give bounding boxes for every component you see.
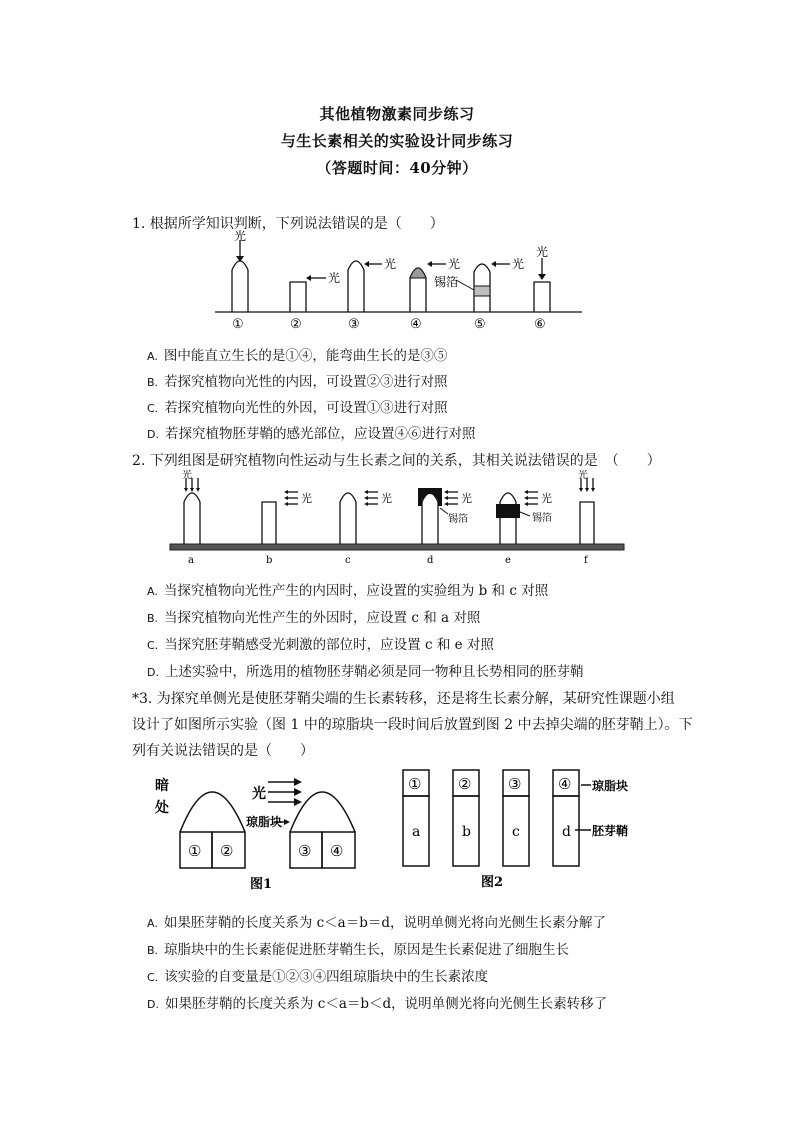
q1-option-c: C. 若探究植物向光性的外因，可设置①③进行对照 — [147, 400, 448, 416]
plant-label-e: e — [505, 555, 511, 566]
block-label-3: ③ — [298, 842, 312, 860]
q2-option-d: D. 上述实验中，所选用的植物胚芽鞘必须是同一物种且长势相同的胚芽鞘 — [147, 664, 584, 680]
plant-label-6: ⑥ — [534, 317, 546, 332]
plant-label-2: ② — [290, 317, 302, 332]
coleoptile-1 — [232, 261, 248, 312]
page-subtitle: 与生长素相关的实验设计同步练习 — [280, 132, 514, 150]
foil-label-e: 锡箔 — [532, 513, 552, 524]
fig2-block-4: ④ — [558, 775, 572, 793]
foil-label: 锡箔 — [434, 275, 459, 289]
question-3-line-2: 设计了如图所示实验（图 1 中的琼脂块一段时间后放置到图 2 中去掉尖端的胚芽鞘上）。下 — [132, 717, 693, 733]
coleoptile-6-decapitated — [534, 282, 550, 312]
foil-cap-4 — [410, 268, 426, 278]
plant-label-b: b — [266, 555, 273, 566]
q3-option-d: D. 如果胚芽鞘的长度关系为 c＜a＝b＜d，说明单侧光将向光侧生长素转移了 — [147, 996, 608, 1012]
foil-cap-d — [418, 488, 442, 506]
q3-option-b: B. 琼脂块中的生长素能促进胚芽鞘生长，原因是生长素促进了细胞生长 — [147, 942, 570, 958]
foil-band-e — [496, 504, 520, 518]
coleoptile-2-decapitated — [290, 282, 306, 312]
coleoptile-f-decapitated — [580, 502, 594, 544]
fig2-block-3: ③ — [508, 775, 522, 793]
coleoptile-a — [184, 493, 200, 544]
plant-label-f: f — [584, 555, 588, 566]
question-3-line-1: *3. 为探究单侧光是使胚芽鞘尖端的生长素转移，还是将生长素分解，某研究性课题小组 — [132, 691, 675, 707]
question-1-stem: 1. 根据所学知识判断，下列说法错误的是（ ） — [132, 216, 444, 232]
fig2-agar-label: 琼脂块 — [592, 779, 629, 793]
q1-option-a: A. 图中能直立生长的是①④，能弯曲生长的是③⑤ — [147, 348, 448, 364]
q1-option-b: B. 若探究植物向光性的内因，可设置②③进行对照 — [147, 374, 448, 390]
dark-label-2: 处 — [155, 800, 169, 816]
figure-2-caption: 图2 — [481, 875, 504, 890]
q2-option-c: C. 当探究胚芽鞘感受光刺激的部位时，应设置 c 和 e 对照 — [147, 637, 494, 653]
light-label-3: 光 — [384, 257, 397, 271]
light-label-b: 光 — [301, 492, 312, 505]
block-label-2: ② — [220, 842, 234, 860]
light-label-4: 光 — [448, 257, 461, 271]
question-3-line-3: 列有关说法错误的是（ ） — [132, 743, 314, 759]
block-label-1: ① — [188, 842, 202, 860]
coleoptile-tip-dark — [180, 792, 245, 832]
q3-option-c: C. 该实验的自变量是①②③④四组琼脂块中的生长素浓度 — [147, 969, 489, 985]
plant-label-3: ③ — [348, 317, 360, 332]
light-label-2: 光 — [328, 271, 341, 285]
ground-bar — [170, 544, 624, 550]
question-2-stem: 2. 下列组图是研究植物向性运动与生长素之间的关系，其相关说法错误的是 （ ） — [132, 453, 661, 469]
question-3-figure-1 — [150, 770, 380, 894]
q2-option-b: B. 当探究植物向光性产生的外因时，应设置 c 和 a 对照 — [147, 610, 481, 626]
fig2-block-2: ② — [458, 775, 472, 793]
block-label-4: ④ — [330, 842, 344, 860]
plant-label-d: d — [427, 555, 434, 566]
fig2-coleoptile-label: 胚芽鞘 — [592, 824, 629, 838]
question-1-figure — [210, 230, 590, 334]
plant-label-5: ⑤ — [474, 317, 486, 332]
fig2-block-1: ① — [408, 775, 422, 793]
coleoptile-tip-light — [290, 792, 355, 832]
foil-label-d: 锡箔 — [448, 514, 468, 525]
coleoptile-b-decapitated — [262, 502, 276, 544]
light-label: 光 — [252, 786, 266, 802]
plant-label-1: ① — [232, 317, 244, 332]
agar-label: 琼脂块 — [246, 815, 283, 829]
figure-1-caption: 图1 — [250, 877, 273, 892]
coleoptile-label-d: d — [562, 824, 571, 840]
coleoptile-label-b: b — [462, 824, 471, 840]
q2-option-a: A. 当探究植物向光性产生的内因时，应设置的实验组为 b 和 c 对照 — [147, 583, 549, 599]
plant-label-a: a — [188, 555, 194, 566]
light-label-1: 光 — [234, 230, 247, 243]
plant-label-c: c — [345, 555, 351, 566]
plant-label-4: ④ — [410, 317, 422, 332]
light-label-a: 光 — [182, 470, 192, 481]
light-label-e: 光 — [541, 492, 552, 505]
light-label-f: 光 — [578, 470, 588, 481]
light-label-c: 光 — [381, 492, 392, 505]
light-label-6: 光 — [536, 245, 549, 259]
question-3-figure-2 — [395, 768, 655, 894]
dark-label-1: 暗 — [155, 778, 169, 794]
light-label-5: 光 — [512, 257, 525, 271]
light-label-d: 光 — [461, 492, 472, 505]
foil-band-5 — [474, 286, 490, 296]
coleoptile-label-a: a — [412, 824, 421, 840]
coleoptile-c — [340, 493, 356, 544]
page-title: 其他植物激素同步练习 — [319, 105, 475, 123]
coleoptile-3 — [348, 261, 364, 312]
coleoptile-d — [422, 493, 438, 544]
question-2-figure — [168, 470, 628, 568]
q3-option-a: A. 如果胚芽鞘的长度关系为 c＜a＝b＝d，说明单侧光将向光侧生长素分解了 — [147, 915, 607, 931]
coleoptile-label-c: c — [512, 824, 520, 840]
q1-option-d: D. 若探究植物胚芽鞘的感光部位，应设置④⑥进行对照 — [147, 426, 476, 442]
coleoptile-e — [500, 493, 516, 544]
answer-time: （答题时间：40分钟） — [316, 159, 478, 177]
